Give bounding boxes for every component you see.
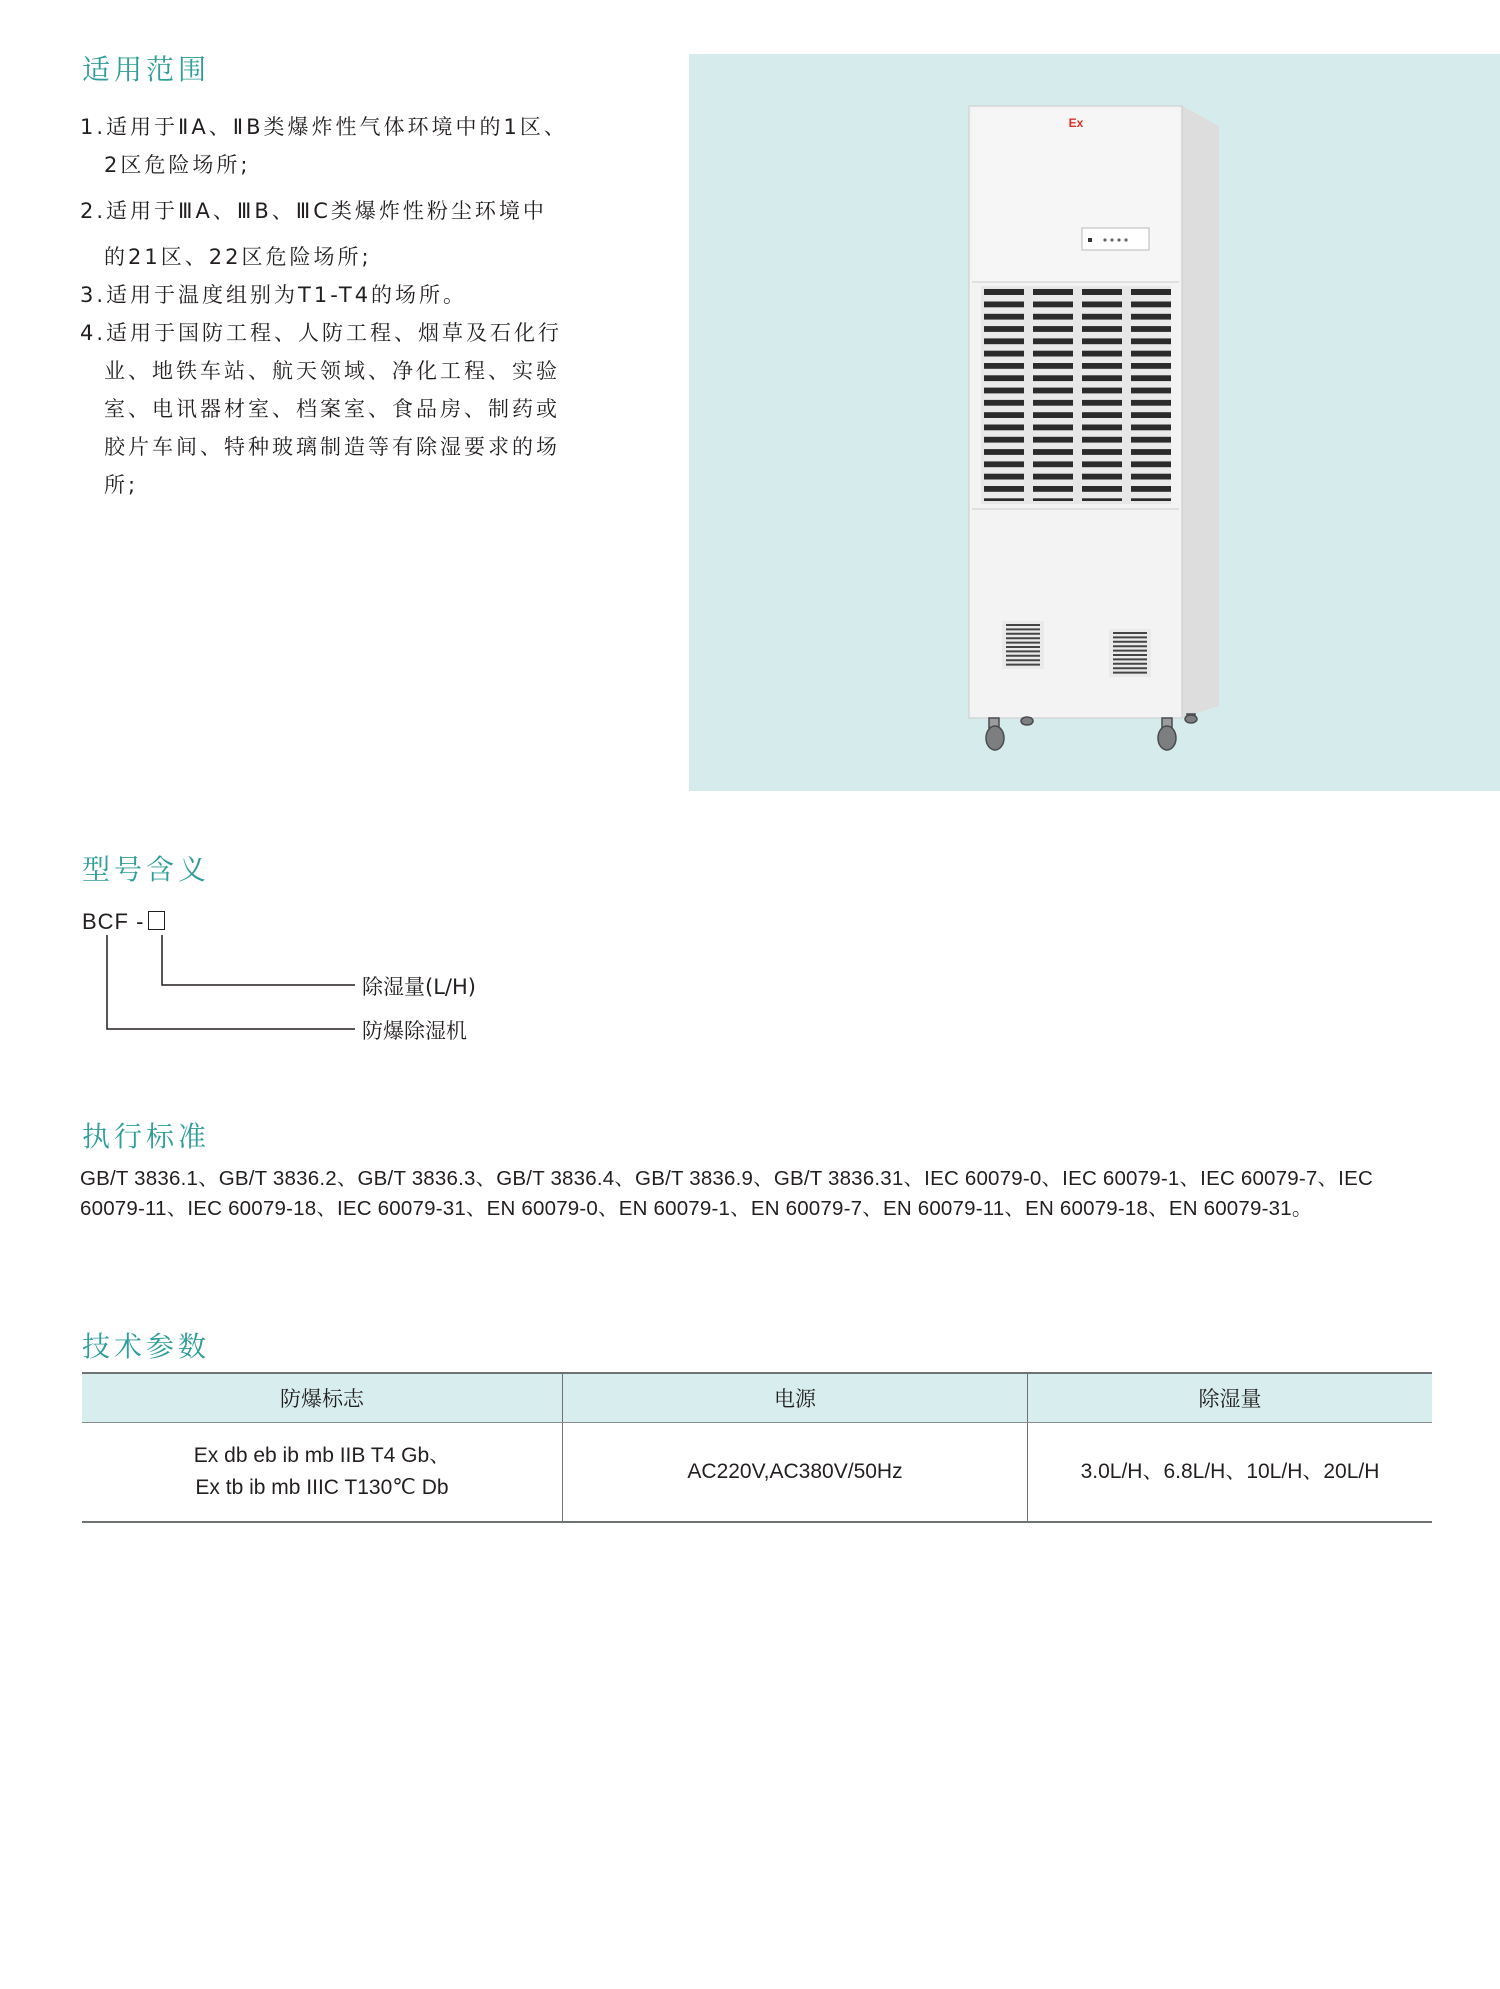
cell-capacity: 3.0L/H、6.8L/H、10L/H、20L/H xyxy=(1028,1423,1433,1523)
header-capacity: 除湿量 xyxy=(1028,1373,1433,1423)
mark-line-1: Ex db eb ib mb IIB T4 Gb、 xyxy=(193,1444,451,1467)
model-code xyxy=(82,909,165,935)
header-mark: 防爆标志 xyxy=(82,1373,563,1423)
scope-line: 1.适用于ⅡA、ⅡB类爆炸性气体环境中的1区、 xyxy=(80,115,568,139)
caster-wheels xyxy=(986,714,1197,750)
scope-item-4 xyxy=(80,314,600,504)
cell-power: AC220V,AC380V/50Hz xyxy=(563,1423,1028,1523)
model-title: 型号含义 xyxy=(82,853,211,886)
scope-line: 2.适用于ⅢA、ⅢB、ⅢC类爆炸性粉尘环境中 xyxy=(80,199,547,223)
tech-params-table xyxy=(82,1372,1432,1523)
standards-title: 执行标准 xyxy=(82,1120,211,1153)
scope-line: 室、电讯器材室、档案室、食品房、制药或 xyxy=(104,397,560,421)
table-row xyxy=(82,1423,1432,1523)
scope-item-1 xyxy=(80,108,600,184)
model-label-name: 防爆除湿机 xyxy=(362,1019,467,1043)
cell-mark xyxy=(82,1423,563,1523)
scope-item-2 xyxy=(80,192,600,276)
header-power: 电源 xyxy=(563,1373,1028,1423)
dehumidifier-illustration xyxy=(689,54,1500,791)
tech-title: 技术参数 xyxy=(82,1330,211,1363)
product-photo xyxy=(689,54,1500,791)
table-header-row xyxy=(82,1373,1432,1423)
mark-line-2: Ex tb ib mb IIIC T130℃ Db xyxy=(195,1476,449,1499)
model-code-box xyxy=(148,911,165,930)
scope-item-3 xyxy=(80,276,600,314)
scope-line: 所; xyxy=(104,473,139,497)
ex-mark: Ex xyxy=(1068,116,1084,130)
scope-list xyxy=(80,108,600,504)
scope-line: 3.适用于温度组别为T1-T4的场所。 xyxy=(80,283,468,307)
scope-line: 的21区、22区危险场所; xyxy=(104,245,372,269)
scope-line: 4.适用于国防工程、人防工程、烟草及石化行 xyxy=(80,321,563,345)
lower-vent-right xyxy=(1109,629,1151,677)
model-code-prefix: BCF - xyxy=(82,909,145,934)
lower-vent-left xyxy=(1002,621,1044,669)
standards-text: GB/T 3836.1、GB/T 3836.2、GB/T 3836.3、GB/T 3836.4、GB/T 3836.9、GB/T 3836.31、IEC 60079-0、IEC 60079-1、IEC 60079-7、IEC 60079-11、IEC 60079-18、IEC 60079-31、EN 60079-0、EN 60079-1、EN 60079-7、EN 60079-11、EN 60079-18、EN 60079-31。 xyxy=(80,1167,1373,1220)
scope-line: 2区危险场所; xyxy=(104,153,251,177)
scope-line: 业、地铁车站、航天领域、净化工程、实验 xyxy=(104,359,560,383)
scope-line: 胶片车间、特种玻璃制造等有除湿要求的场 xyxy=(104,435,560,459)
scope-title: 适用范围 xyxy=(82,53,211,86)
model-label-capacity: 除湿量(L/H) xyxy=(362,975,476,999)
